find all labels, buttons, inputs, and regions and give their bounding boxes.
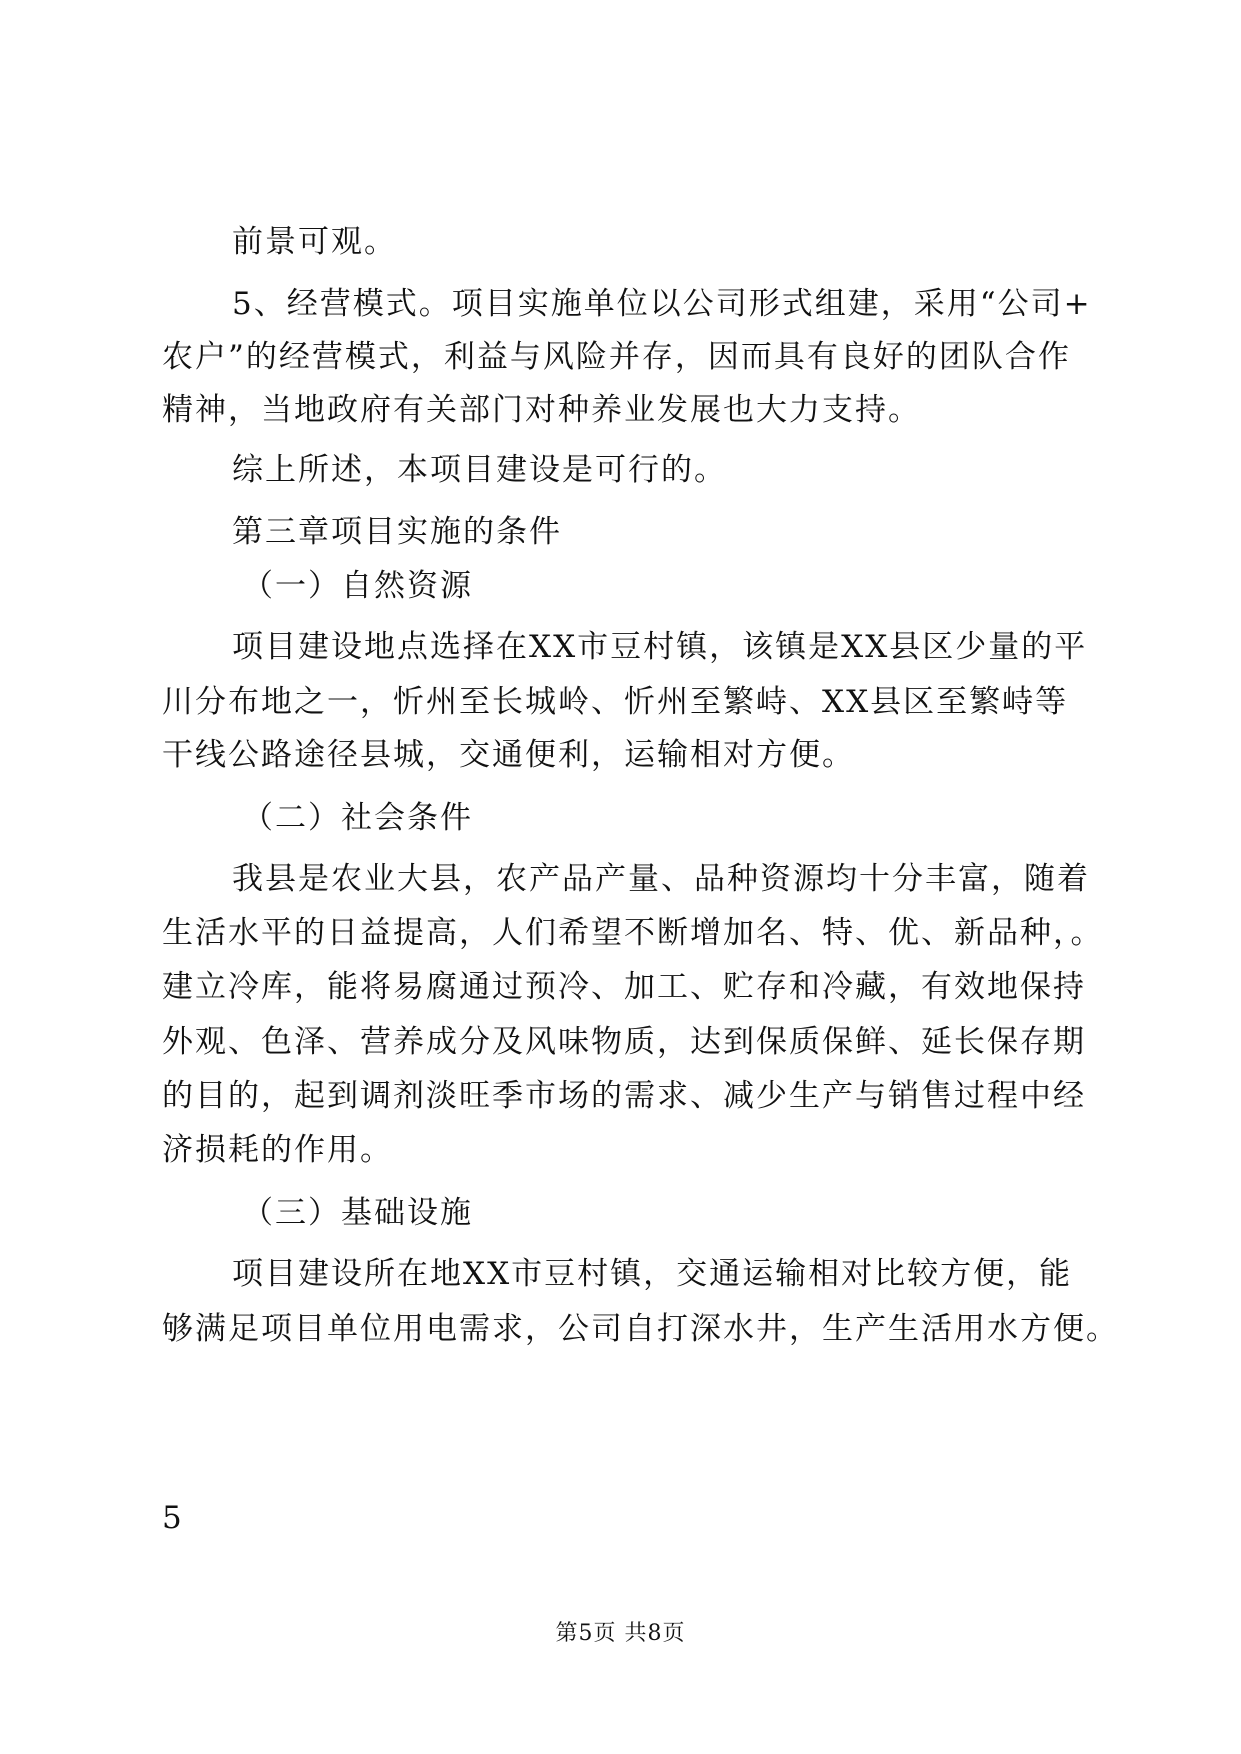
chapter-heading: 第三章项目实施的条件 [232, 514, 562, 550]
page-number: 5 [162, 1500, 182, 1536]
text-line-12: 我县是农业大县，农产品产量、品种资源均十分丰富，随着 [232, 861, 1090, 897]
text-line-19: 项目建设所在地XX市豆村镇，交通运输相对比较方便，能 [232, 1256, 1073, 1292]
section-heading-1: （一）自然资源 [242, 568, 473, 604]
text-line-13: 生活水平的日益提高，人们希望不断增加名、特、优、新品种，。 [162, 915, 1104, 951]
section-heading-2: （二）社会条件 [242, 800, 473, 836]
text-line-15: 外观、色泽、营养成分及风味物质，达到保质保鲜、延长保存期 [162, 1024, 1086, 1060]
text-line-14: 建立冷库，能将易腐通过预冷、加工、贮存和冷藏，有效地保持 [162, 969, 1086, 1005]
text-line-10: 干线公路途径县城，交通便利，运输相对方便。 [162, 737, 855, 773]
text-line-1: 前景可观。 [232, 224, 397, 260]
text-line-3: 农户”的经营模式，利益与风险并存，因而具有良好的团队合作 [162, 339, 1071, 375]
text-line-8: 项目建设地点选择在XX市豆村镇，该镇是XX县区少量的平 [232, 629, 1088, 665]
text-line-16: 的目的，起到调剂淡旺季市场的需求、减少生产与销售过程中经 [162, 1078, 1086, 1114]
text-line-4: 精神，当地政府有关部门对种养业发展也大力支持。 [162, 392, 921, 428]
text-line-20: 够满足项目单位用电需求，公司自打深水井，生产生活用水方便。 [162, 1311, 1119, 1347]
text-line-2: 5、经营模式。项目实施单位以公司形式组建，采用“公司+ [232, 286, 1092, 322]
text-line-5: 综上所述，本项目建设是可行的。 [232, 452, 727, 488]
page-footer: 第5页 共8页 [555, 1621, 686, 1646]
section-heading-3: （三）基础设施 [242, 1195, 473, 1231]
text-line-17: 济损耗的作用。 [162, 1132, 393, 1168]
text-line-9: 川分布地之一，忻州至长城岭、忻州至繁峙、XX县区至繁峙等 [162, 684, 1069, 720]
